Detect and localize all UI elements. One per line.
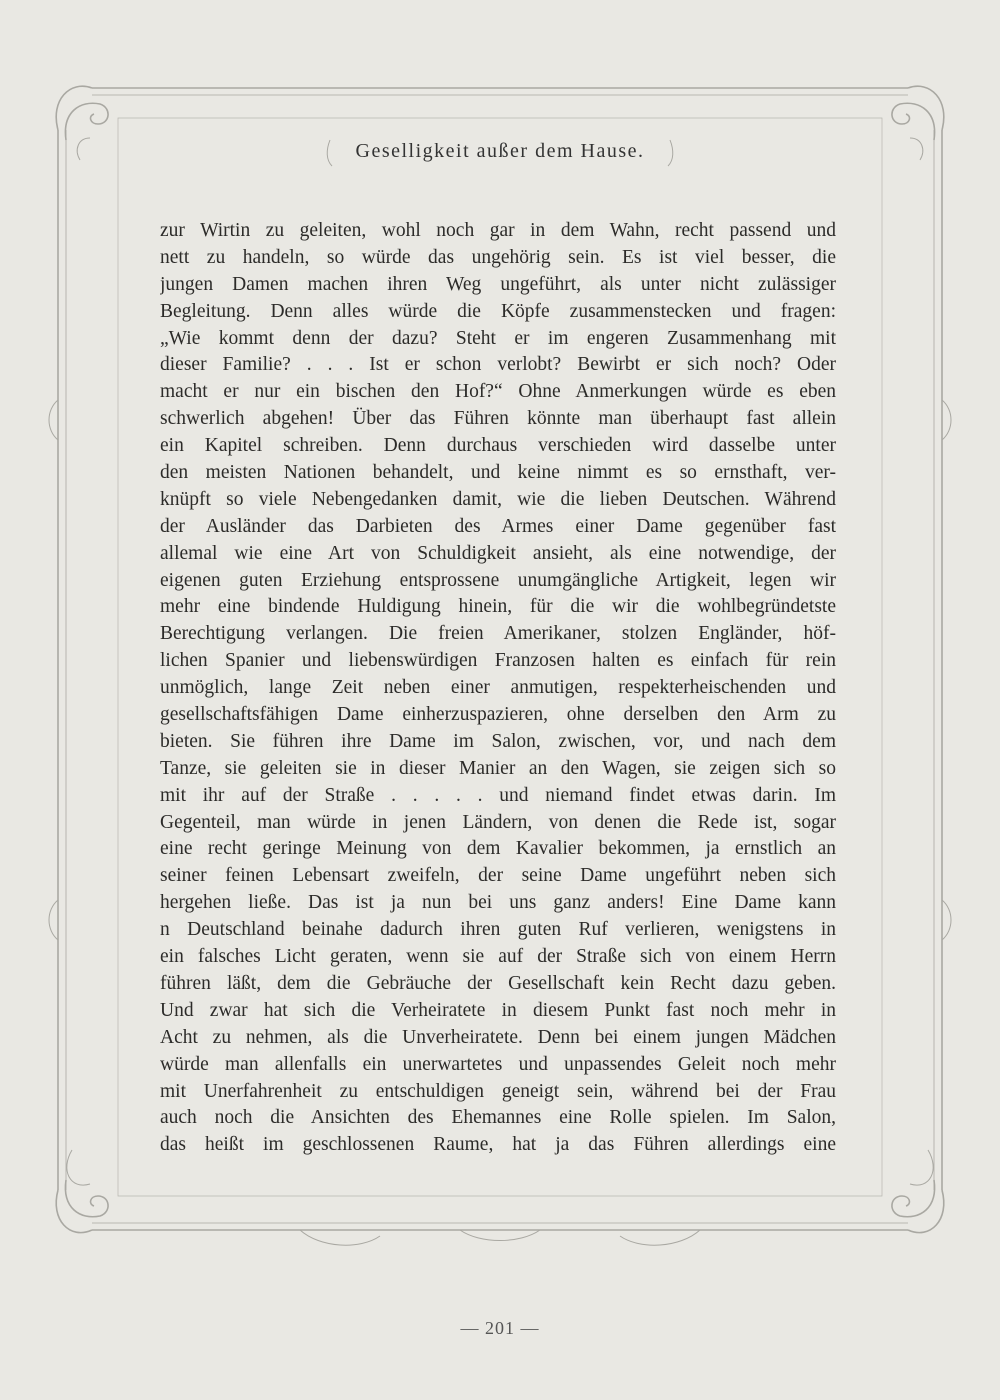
text-line: n Deutschland beinahe dadurch ihren guten Ruf verlieren, wenigstens in	[160, 919, 836, 941]
text-line: Berechtigung verlangen. Die freien Amerikaner, stolzen Engländer, höf-	[160, 623, 836, 645]
text-line: ein Kapitel schreiben. Denn durchaus verschieden wird dasselbe unter	[160, 435, 836, 457]
body-text	[160, 218, 836, 1159]
text-line: das heißt im geschlossenen Raume, hat ja das Führen allerdings eine	[160, 1134, 836, 1156]
text-line: führen läßt, dem die Gebräuche der Gesellschaft kein Recht dazu geben.	[160, 972, 836, 994]
text-line: bieten. Sie führen ihre Dame im Salon, zwischen, vor, und nach dem	[160, 730, 836, 752]
text-line: Begleitung. Denn alles würde die Köpfe zusammenstecken und fragen:	[160, 300, 836, 322]
text-line: der Ausländer das Darbieten des Armes einer Dame gegenüber fast	[160, 515, 836, 537]
text-line: „Wie kommt denn der dazu? Steht er im engeren Zusammenhang mit	[160, 327, 836, 349]
text-line: gesellschaftsfähigen Dame einherzuspazieren, ohne derselben den Arm zu	[160, 704, 836, 726]
text-line: eigenen guten Erziehung entsprossene unumgängliche Artigkeit, legen wir	[160, 569, 836, 591]
text-line: seiner feinen Lebensart zweifeln, der seine Dame ungeführt neben sich	[160, 865, 836, 887]
text-line: Tanze, sie geleiten sie in dieser Manier an den Wagen, sie zeigen sich so	[160, 757, 836, 779]
text-line: schwerlich abgehen! Über das Führen könnte man überhaupt fast allein	[160, 408, 836, 430]
text-line: Und zwar hat sich die Verheiratete in diesem Punkt fast noch mehr in	[160, 999, 836, 1021]
running-head: Geselligkeit außer dem Hause.	[355, 140, 645, 162]
text-line: lichen Spanier und liebenswürdigen Franzosen halten es einfach für rein	[160, 650, 836, 672]
text-line: jungen Damen machen ihren Weg ungeführt, als unter nicht zulässiger	[160, 273, 836, 295]
text-line: mit Unerfahrenheit zu entschuldigen geneigt sein, während bei der Frau	[160, 1080, 836, 1102]
text-line: den meisten Nationen behandelt, und keine nimmt es so ernsthaft, ver-	[160, 462, 836, 484]
text-line: allemal wie eine Art von Schuldigkeit ansieht, als eine notwendige, der	[160, 542, 836, 564]
text-line: Acht zu nehmen, als die Unverheiratete. Denn bei einem jungen Mädchen	[160, 1026, 836, 1048]
text-line: nett zu handeln, so würde das ungehörig sein. Es ist viel besser, die	[160, 246, 836, 268]
page-number: — 201 —	[460, 1318, 540, 1338]
text-line: dieser Familie? . . . Ist er schon verlobt? Bewirbt er sich noch? Oder	[160, 354, 836, 376]
text-line: mehr eine bindende Huldigung hinein, für die wir die wohlbegründetste	[160, 596, 836, 618]
text-line: knüpft so viele Nebengedanken damit, wie die lieben Deutschen. Während	[160, 488, 836, 510]
text-line: würde man allenfalls ein unerwartetes und unpassendes Geleit noch mehr	[160, 1053, 836, 1075]
text-line: ein falsches Licht geraten, wenn sie auf der Straße sich von einem Herrn	[160, 946, 836, 968]
text-line: mit ihr auf der Straße . . . . . und niemand findet etwas darin. Im	[160, 784, 836, 806]
text-line: unmöglich, lange Zeit neben einer anmutigen, respekterheischenden und	[160, 677, 836, 699]
text-line: hergehen ließe. Das ist ja nun bei uns ganz anders! Eine Dame kann	[160, 892, 836, 914]
text-line: macht er nur ein bischen den Hof?“ Ohne Anmerkungen würde es eben	[160, 381, 836, 403]
text-line: Gegenteil, man würde in jenen Ländern, von denen die Rede ist, sogar	[160, 811, 836, 833]
text-line: auch noch die Ansichten des Ehemannes eine Rolle spielen. Im Salon,	[160, 1107, 836, 1129]
text-line: zur Wirtin zu geleiten, wohl noch gar in dem Wahn, recht passend und	[160, 220, 836, 241]
text-line: eine recht geringe Meinung von dem Kavalier bekommen, ja ernstlich an	[160, 838, 836, 860]
